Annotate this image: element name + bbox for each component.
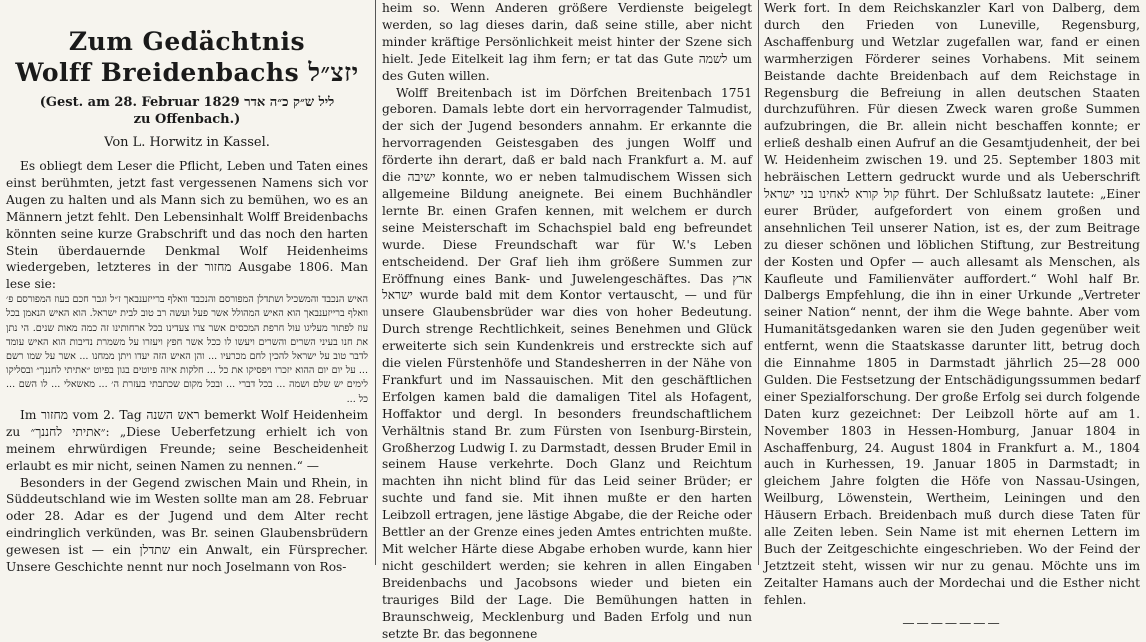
- subtitle-line-2: zu Offenbach.): [133, 112, 241, 127]
- article-title: [6, 26, 368, 88]
- subtitle-line-1: (Gest. am 28. Februar 1829 ליל ש״ק כ״ה אדר: [39, 95, 335, 110]
- article-author: Von L. Horwitz in Kassel.: [104, 135, 270, 150]
- end-rule: ———————: [902, 615, 1002, 630]
- paragraph-region: Besonders in der Gegend zwischen Main und Rhein, in Süddeutschland wie im Westen sollte man am 28. Februar oder 28. Adar es der Jugend und dem Alter recht eindringlich verkünden, was Br. seinen Glaubensbrüdern gewesen ist — ein שתדלן ein Anwalt, ein Fürsprecher. Unsere Geschichte nennt nur noch Joselmann von Ros-: [6, 475, 368, 575]
- column-divider-1: [375, 0, 376, 565]
- column-1: [6, 0, 369, 575]
- article-subtitle: [6, 94, 368, 128]
- paragraph-continuation: heim so. Wenn Anderen größere Verdienste beigelegt werden, so lag dieses darin, daß seine stille, aber nicht minder kräftige Persönlichkeit meist hinter der Szene sich hielt. Jede Eitelkeit lag ihm fern; er tat das Gute לשמה um des Guten willen.: [382, 1, 752, 83]
- paragraph-dalberg: Werk fort. In dem Reichskanzler Karl von Dalberg, dem durch den Frieden von Luneville, Regensburg, Aschaffenburg und Wetzlar zugefallen war, fand er einen warmherzigen Förderer seines Vorhabens. Mit seinem Beistande dachte Breidenbach auf dem Reichstage in Regensburg die Befreiung in allen deutschen Staaten durchzuführen. Für diesen Zweck waren große Summen aufzubringen, die Br. allein nicht beschaffen konnte; er erließ deshalb einen Aufruf an die Gesamtjudenheit, der bei W. Heidenheim zwischen 19. und 25. September 1803 mit hebräischen Lettern gedruckt wurde und als Ueberschrift קול קורא לאחינו בני ישראל führt. Der Schlußsatz lautete: „Einer eurer Brüder, aufgefordert von einem großen und ansehnlichen Teil unserer Nation, ist es, der zum Beitrage zu dieser schönen und löblichen Stiftung, zur Bestreitung der Kosten und Opfer — auch allesamt als Menschen, als Kaufleute und Familienväter auffordert.“ Wohl half Br. Dalbergs Empfehlung, die ihn in einer Urkunde „Vertreter seiner Nation“ nennt, der ihm die Wege bahnte. Aber vom Humanitätsgedanken waren sie den Juden gegenüber weit entfernt, wenn die Staatskasse darunter litt, betrug doch die Einnahme 1805 in Darmstadt jährlich 25—28 000 Gulden. Die Festsetzung der Entschädigungssummen bedarf einer Spezialforschung. Der große Erfolg sei durch folgende Daten kurz gezeichnet: Der Leibzoll hörte auf am 1. November 1803 in Hessen-Homburg, Januar 1804 in Aschaffenburg, 24. August 1804 in Frankfurt a. M., 1804 auch in Kurhessen, 19. Januar 1805 in Darmstadt; in gleichem Jahre folgten die Höfe von Nassau-Usingen, Weilburg, Löwenstein, Wertheim, Leiningen und den Häusern Erbach. Breidenbach muß durch diese Taten für alle Zeiten leben. Sein Name ist mit ehernen Lettern im Buch der Zeitgeschichte eingeschrieben. Wo der Feind der Jetztzeit steht, wissen wir nur zu genau. Möchte uns im Zeitalter Hamans auch der Mordechai und die Esther nicht fehlen.: [764, 1, 1140, 607]
- column-2: [382, 0, 752, 641]
- paragraph-biography: Wolff Breitenbach ist im Dörfchen Breitenbach 1751 geboren. Damals lebte dort ein hervorragender Talmudist, der sich der Jugend besonders annahm. Er erkannte die hervorragenden Geistesgaben des jungen Wolff und förderte ihn derart, daß er bald nach Frankfurt a. M. auf die ישיבה konnte, wo er neben talmudischem Wissen sich allgemeine Bildung aneignete. Bei einem Buchhändler lernte Br. einen Grafen kennen, mit welchem er durch seine Meisterschaft im Schachspiel bald eng befreundet wurde. Diese Freundschaft war für W.'s Leben entscheidend. Der Graf lieh ihm größere Summen zur Eröffnung eines Bank- und Juwelengeschäftes. Das ארץ ישראל wurde bald mit dem Kontor vertauscht, — und für unsere Glaubensbrüder war dies von hoher Bedeutung. Durch strenge Rechtlichkeit, seines Benehmen und Glück erweiterte sich sein Kundenkreis und erstreckte sich auf die vielen Fürstenhöfe und Standesherren in der Nähe von Frankfurt und im Nassauischen. Mit den geschäftlichen Erfolgen kamen bald die damaligen Titel als Hofagent, Hoffaktor und dergl. In besonders freundschaftlichem Verhältnis stand Br. zum Fürsten von Isenburg-Birstein, Großherzog Ludwig I. zu Darmstadt, dessen Bruder Emil in seinem Hause verkehrte. Doch Glanz und Reichtum machten ihn nicht blind für das Leid seiner Brüder; er suchte und fand sie. Mit ihnen mußte er den harten Leibzoll ertragen, jene lästige Abgabe, die der Reiche oder Bettler an der Grenze eines jeden Amtes entrichten mußte. Mit welcher Härte diese Abgabe erhoben wurde, kann hier nicht geschildert werden; sie kehren in allen Eingaben Breidenbachs und Jacobsons wieder und bieten ein trauriges Bild der Lage. Die Bemühungen hatten in Braunschweig, Mecklenburg und Baden Erfolg und nun setzte Br. das begonnene: [382, 85, 752, 641]
- column-divider-2: [758, 0, 759, 565]
- paragraph-intro: Es obliegt dem Leser die Pflicht, Leben und Taten eines einst berühmten, jetzt fast vergessenen Namens sich vor Augen zu halten und als Mann sich zu bemühen, wo es an Männern jetzt fehlt. Den Lebensinhalt Wolff Breidenbachs könnten seine kurze Grabschrift und das noch den harten Stein überdauernde Denkmal Wolf Heidenheims wiedergeben, letzteres in der מחזור Ausgabe 1806. Man lese sie:: [6, 159, 368, 292]
- column-3: [764, 0, 1140, 630]
- title-line-2: Wolff Breidenbachs יזצ״ל: [15, 58, 359, 87]
- hebrew-epitaph: האיש הנכבד והמשכיל ושתדלן המפורסם והנכבד וואלף ברייזענבאך ז״ל וגבר חכם בעוז המפורסם פ׳ וואלף ברייזענבאך הוא האיש המהולל אשר פעל ועשה רב טוב לבית ישראל. הוא האיש הנאמן בכל עוז לפתור מעליגו עול חרפת המכסים אשר צרו צעדינו בכל ארחותינו זה כמה מאות שנים. הי נתן את חנו בעיני השרים והשרים ויעשו לו ככל אשר חפץ ויעזרו על משמרת נדיבות הוא האיש עומד לדבר טוב על ישראל להכין לחם מכרעיו ... והן האיש הזה יעדו ויתן ממחנו ... אשר על שמו רשם ... על יום יום ההוא יזכרו ויפסיקו את כל ... חלקות איזה פיוטים בגון בפיוט ״אתיתי לחננך״ ובסליקו לימים יש שלם ושמה ... בכל דברי ... ובכל מקום שכתבתי בעזרת ה׳ ... מאשאלי ... לו השם ... כל ...: [6, 294, 368, 405]
- paragraph-machsor: Im מחזור vom 2. Tag ראש השנה bemerkt Wolf Heidenheim zu ״אתיתי לחננך״: „Diese Ueberfetzung erhielt ich von meinem ehrwürdigen Freunde; seine Bescheidenheit erlaubt es mir nicht, seinen Namen zu nennen.“ —: [6, 407, 369, 473]
- title-line-1: Zum Gedächtnis: [68, 27, 306, 56]
